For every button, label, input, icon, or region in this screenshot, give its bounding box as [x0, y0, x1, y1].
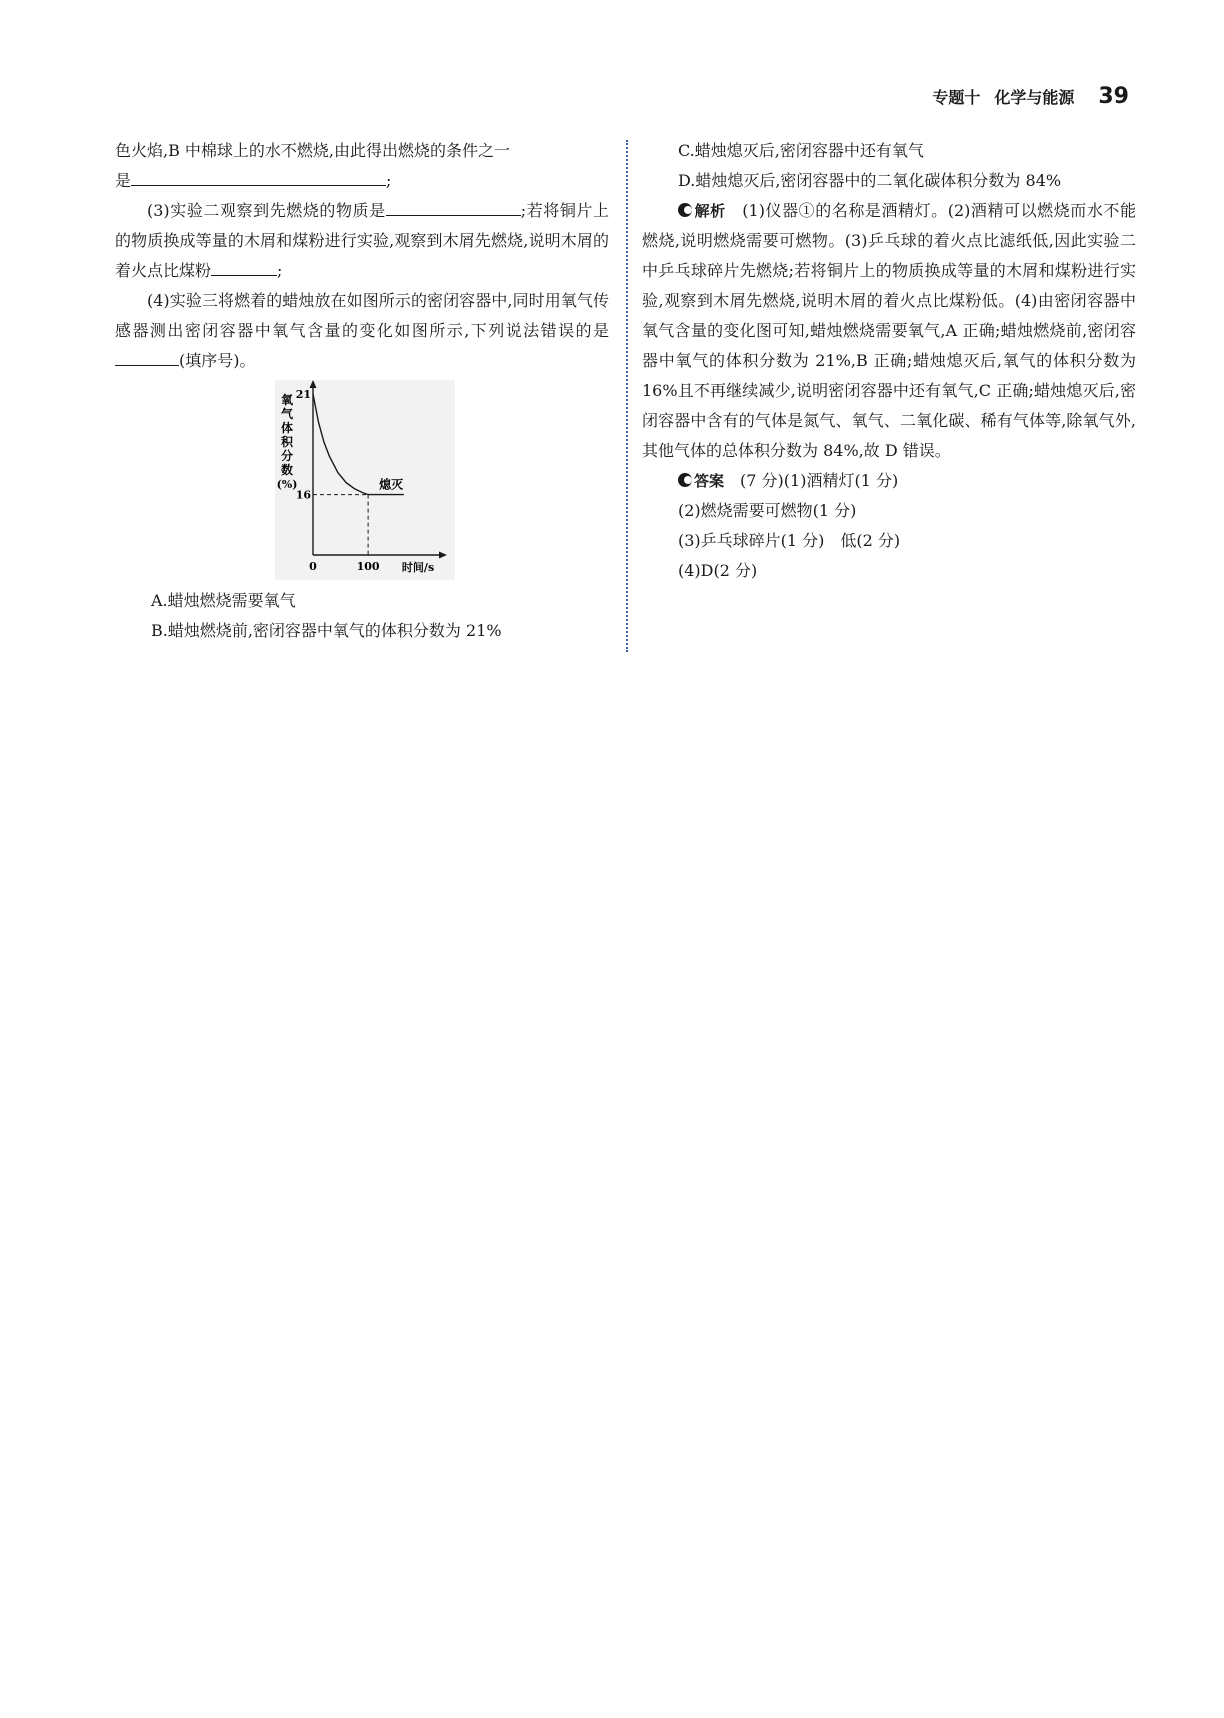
answer-line-4: (4)D(2 分) — [678, 561, 758, 580]
answer-text: (7 分)(1)酒精灯(1 分) — [740, 471, 899, 490]
text: ;若将铜片上的物质换成等量的木屑和煤粉进行实验,观察到木屑先燃烧,说明木屑的着火点比煤粉 — [115, 201, 609, 280]
x-tick-label-100: 100 — [356, 560, 380, 573]
option-a: A.蜡烛燃烧需要氧气 — [151, 591, 296, 610]
y-axis-label-char: 气 — [280, 407, 294, 421]
text: ; — [386, 171, 392, 190]
extinguish-annotation: 熄灭 — [379, 477, 404, 492]
question-3 — [115, 196, 609, 286]
page-number: 39 — [1098, 84, 1129, 109]
y-axis-label — [277, 392, 298, 491]
x-tick-label-0: 0 — [309, 560, 317, 573]
y-tick-label-16: 16 — [295, 488, 311, 502]
answer-blank — [131, 167, 386, 186]
answer-line-3: (3)乒乓球碎片(1 分) 低(2 分) — [678, 531, 901, 550]
column-divider — [626, 140, 628, 652]
question-4 — [115, 286, 609, 376]
y-axis-label-unit: (%) — [276, 478, 298, 491]
x-axis-label: 时间/s — [401, 561, 435, 574]
text: 是 — [115, 171, 132, 190]
y-axis-label-char: 体 — [280, 421, 294, 435]
oxygen-chart-figure — [115, 376, 609, 586]
text: (3)实验二观察到先燃烧的物质是 — [147, 201, 386, 220]
paragraph-line: 色火焰,B 中棉球上的水不燃烧,由此得出燃烧的条件之一 — [115, 141, 511, 160]
answer-line-2: (2)燃烧需要可燃物(1 分) — [678, 501, 857, 520]
analysis-tag: 解析 — [694, 202, 726, 220]
analysis-paragraph — [642, 196, 1136, 466]
answer-tag: 答案 — [694, 472, 725, 490]
x-axis-arrow — [439, 552, 447, 559]
option-b: B.蜡烛燃烧前,密闭容器中氧气的体积分数为 21% — [151, 621, 502, 640]
answer-blank — [386, 197, 521, 216]
analysis-text: (1)仪器①的名称是酒精灯。(2)酒精可以燃烧而水不能燃烧,说明燃烧需要可燃物。(3)乒乓球的着火点比滤纸低,因此实验二中乒乓球碎片先燃烧;若将铜片上的物质换成等量的木屑和煤粉进行实验,观察到木屑先燃烧,说明木屑的着火点比煤粉低。(4)由密闭容器中氧气含量的变化图可知,蜡烛燃烧需要氧气,A 正确;蜡烛燃烧前,密闭容器中氧气的体积分数为 21%,B 正确;蜡烛熄灭后,氧气的体积分数为 16%且不再继续减少,说明密闭容器中还有氧气,C 正确;蜡烛熄灭后,密闭容器中含有的气体是氮气、氧气、二氧化碳、稀有气体等,除氧气外,其他气体的总体积分数为 84%,故 D 错误。 — [642, 201, 1136, 460]
analysis-marker-icon — [678, 203, 692, 217]
option-c: C.蜡烛熄灭后,密闭容器中还有氧气 — [678, 141, 924, 160]
oxygen-chart — [275, 380, 455, 580]
y-axis-label-char: 氧 — [280, 393, 294, 407]
answer-marker-icon — [678, 473, 692, 487]
header-title: 化学与能源 — [994, 88, 1075, 107]
answer-blank — [115, 347, 179, 366]
option-d: D.蜡烛熄灭后,密闭容器中的二氧化碳体积分数为 84% — [678, 171, 1062, 190]
running-header — [932, 84, 1129, 109]
text: ; — [277, 261, 283, 280]
answer-blank — [211, 257, 277, 276]
text: (填序号)。 — [179, 351, 256, 370]
y-tick-label-21: 21 — [295, 388, 311, 402]
y-axis-label-char: 数 — [280, 463, 294, 477]
answer-line-1 — [642, 466, 1136, 496]
y-axis-label-char: 积 — [280, 435, 294, 449]
right-column — [642, 136, 1136, 586]
left-column — [115, 136, 609, 646]
paragraph-line — [115, 166, 609, 196]
y-axis-label-char: 分 — [280, 449, 294, 463]
header-topic: 专题十 — [932, 88, 981, 107]
y-axis-arrow — [310, 380, 317, 388]
text: (4)实验三将燃着的蜡烛放在如图所示的密闭容器中,同时用氧气传感器测出密闭容器中氧气含量的变化如图所示,下列说法错误的是 — [115, 291, 609, 340]
